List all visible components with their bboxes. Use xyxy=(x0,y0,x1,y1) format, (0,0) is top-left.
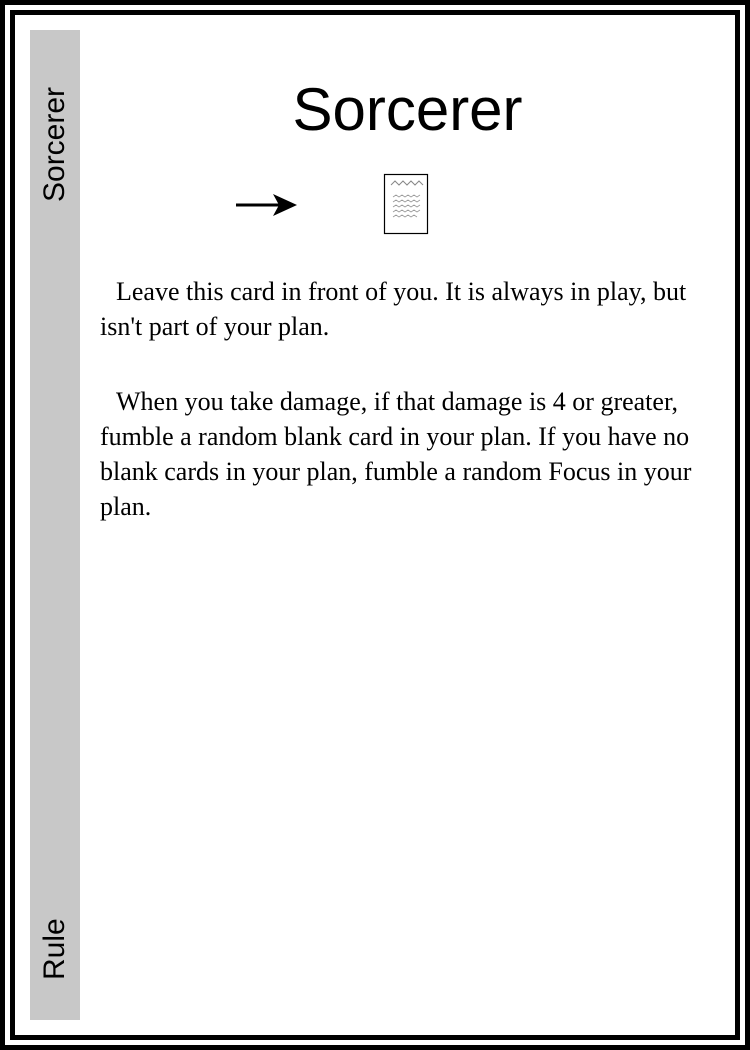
arrow-right-icon xyxy=(233,190,299,220)
card-title: Sorcerer xyxy=(292,76,523,143)
side-label-type: Rule xyxy=(38,918,71,980)
rules-paragraph: Leave this card in front of you. It is always in play, but isn't part of your plan. xyxy=(100,277,687,341)
scroll-icon xyxy=(383,173,429,235)
side-label-class: Sorcerer xyxy=(38,86,71,202)
rules-paragraph: When you take damage, if that damage is 4 or greater, fumble a random blank card in your plan. If you have no blank cards in your plan, fumble a random Focus in your plan. xyxy=(100,387,692,521)
rules-text xyxy=(100,274,700,564)
